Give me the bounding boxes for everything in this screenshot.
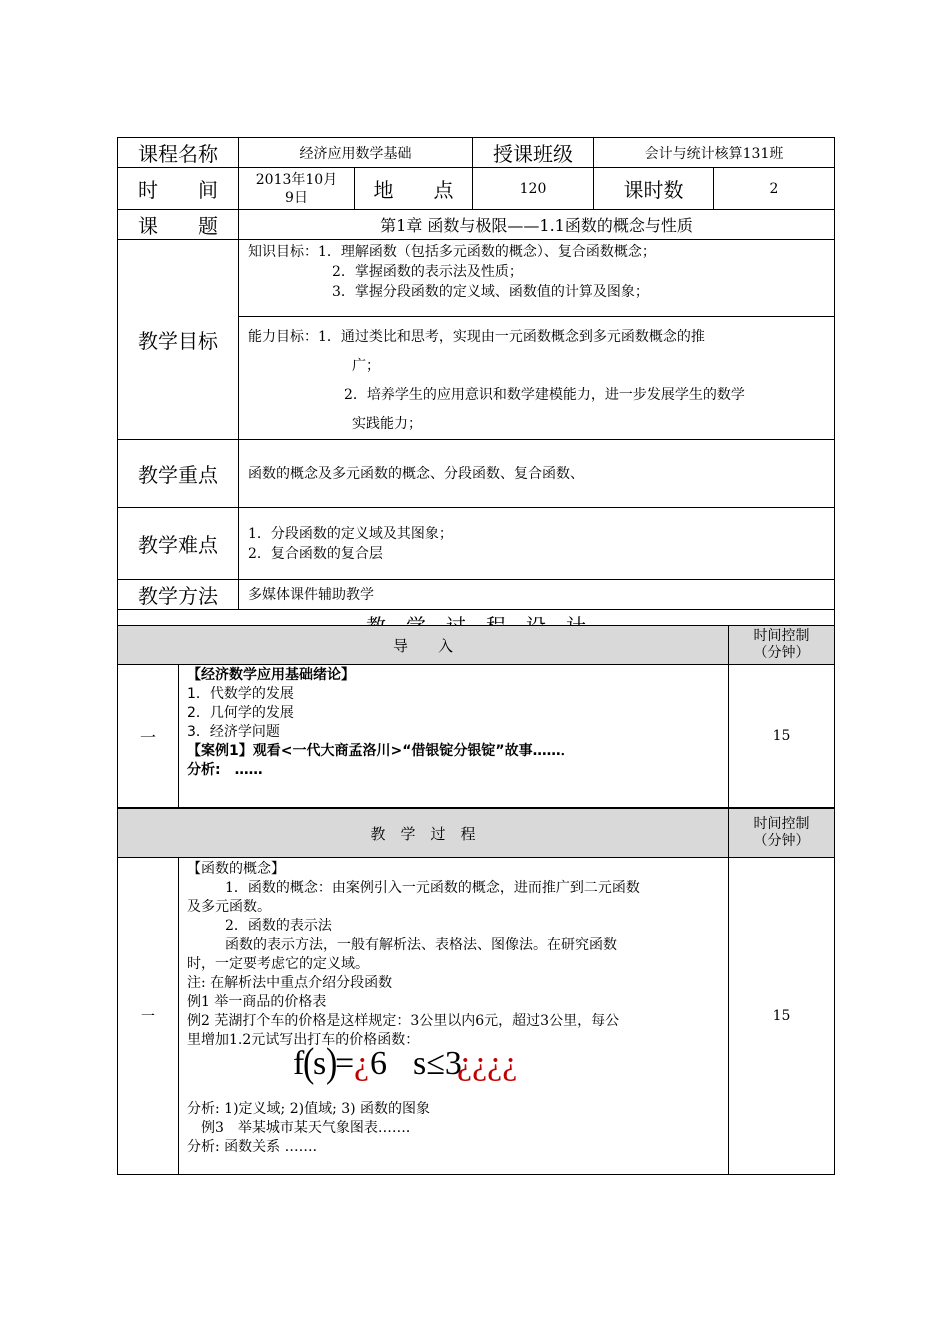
time-value-line2: 9日 xyxy=(285,189,308,206)
class-value: 会计与统计核算131班 xyxy=(594,138,835,168)
methods-label: 教学方法 xyxy=(118,580,239,610)
formula-rpar: ) xyxy=(326,1041,338,1086)
formula-condition: s≤3 xyxy=(413,1045,462,1082)
process-design-title: 教 学 过 程 设 计 xyxy=(118,610,835,640)
process-line-7: 注: 在解析法中重点介绍分段函数 xyxy=(187,975,393,991)
topic-value: 第1章 函数与极限——1.1函数的概念与性质 xyxy=(239,210,835,240)
intro-table xyxy=(117,625,835,808)
knowledge-objectives xyxy=(239,240,835,317)
formula-s: s xyxy=(313,1045,327,1082)
ability-line-4: 实践能力； xyxy=(352,416,422,432)
process-line-3: 及多元函数。 xyxy=(187,899,271,915)
process-time-header-2: （分钟） xyxy=(753,833,810,849)
key-points-text: 函数的概念及多元函数的概念、分段函数、复合函数、 xyxy=(239,440,835,508)
process-line-8: 例1 举一商品的价格表 xyxy=(187,994,327,1010)
hours-value: 2 xyxy=(714,168,835,210)
process-line-9: 例2 芜湖打个车的价格是这样规定：3公里以内6元，超过3公里，每公 xyxy=(187,1013,620,1029)
formula-lpar: ( xyxy=(303,1041,315,1086)
process-time-header-1: 时间控制 xyxy=(753,816,810,832)
intro-line-5: 【案例1】观看<一代大商孟洛川>“借银锭分银锭”故事……． xyxy=(187,743,575,759)
process-line-1: 【函数的概念】 xyxy=(187,861,285,877)
formula-garble-2: ¿¿¿¿ xyxy=(457,1045,518,1082)
process-line-11: 分析: 1)定义域; 2)值域; 3) 函数的图象 xyxy=(187,1101,431,1117)
intro-line-2: 1．代数学的发展 xyxy=(187,686,294,702)
difficulties-text xyxy=(239,508,835,580)
process-line-13: 分析: 函数关系 ……． xyxy=(187,1139,327,1155)
intro-minutes: 15 xyxy=(729,665,835,808)
ability-line-3: 2．培养学生的应用意识和数学建模能力，进一步发展学生的数学 xyxy=(344,387,745,403)
intro-line-4: 3．经济学问题 xyxy=(187,724,280,740)
class-label: 授课班级 xyxy=(473,138,594,168)
course-name-label: 课程名称 xyxy=(118,138,239,168)
process-line-10: 里增加1.2元试写出打车的价格函数： xyxy=(187,1032,420,1048)
intro-time-header xyxy=(729,626,835,665)
methods-text: 多媒体课件辅助教学 xyxy=(239,580,835,610)
intro-line-1: 【经济数学应用基础绪论】 xyxy=(187,667,355,683)
process-content xyxy=(179,858,729,1175)
ability-line-2: 广； xyxy=(352,358,380,374)
formula-eq: = xyxy=(335,1045,355,1082)
topic-label: 课 题 xyxy=(118,210,239,240)
taxi-price-formula xyxy=(187,1041,722,1100)
knowledge-line-2: 2．掌握函数的表示法及性质； xyxy=(332,264,523,280)
process-minutes: 15 xyxy=(729,858,835,1175)
difficulty-item-1: 1．分段函数的定义域及其图象； xyxy=(248,525,453,542)
intro-index: 一 xyxy=(118,665,179,808)
intro-header: 导 入 xyxy=(118,626,729,665)
intro-content xyxy=(179,665,729,808)
process-time-header xyxy=(729,809,835,858)
formula-six: 6 xyxy=(370,1045,387,1082)
course-info-table xyxy=(117,137,835,640)
process-header: 教 学 过 程 xyxy=(118,809,729,858)
difficulty-item-2: 2．复合函数的复合层 xyxy=(248,545,383,562)
difficulties-label: 教学难点 xyxy=(118,508,239,580)
process-line-6: 时，一定要考虑它的定义域。 xyxy=(187,956,369,972)
place-value: 120 xyxy=(473,168,594,210)
objectives-label: 教学目标 xyxy=(118,240,239,440)
formula-f: f xyxy=(293,1045,305,1082)
process-index: 一 xyxy=(118,858,179,1175)
course-name-value: 经济应用数学基础 xyxy=(239,138,473,168)
process-line-4: 2．函数的表示法 xyxy=(225,918,332,934)
intro-line-3: 2．几何学的发展 xyxy=(187,705,294,721)
key-points-label: 教学重点 xyxy=(118,440,239,508)
time-value xyxy=(239,168,355,210)
knowledge-line-1: 知识目标：1．理解函数（包括多元函数的概念）、复合函数概念； xyxy=(248,244,656,260)
ability-line-1: 能力目标：1．通过类比和思考，实现由一元函数概念到多元函数概念的推 xyxy=(248,329,705,345)
knowledge-line-3: 3．掌握分段函数的定义域、函数值的计算及图象； xyxy=(332,284,649,300)
formula-garble-1: ¿ xyxy=(354,1045,370,1082)
place-label: 地 点 xyxy=(355,168,473,210)
intro-time-header-2: （分钟） xyxy=(753,645,810,661)
intro-time-header-1: 时间控制 xyxy=(753,628,810,644)
process-line-5: 函数的表示方法，一般有解析法、表格法、图像法。在研究函数 xyxy=(225,937,617,953)
process-line-2: 1．函数的概念：由案例引入一元函数的概念，进而推广到二元函数 xyxy=(225,880,640,896)
hours-label: 课时数 xyxy=(594,168,714,210)
intro-line-6: 分析: …… xyxy=(187,762,263,778)
time-label: 时 间 xyxy=(118,168,239,210)
process-table xyxy=(117,808,835,1175)
ability-objectives xyxy=(239,317,835,440)
process-line-12: 例3 举某城市某天气象图表……． xyxy=(201,1120,420,1136)
time-value-line1: 2013年10月 xyxy=(255,171,338,188)
